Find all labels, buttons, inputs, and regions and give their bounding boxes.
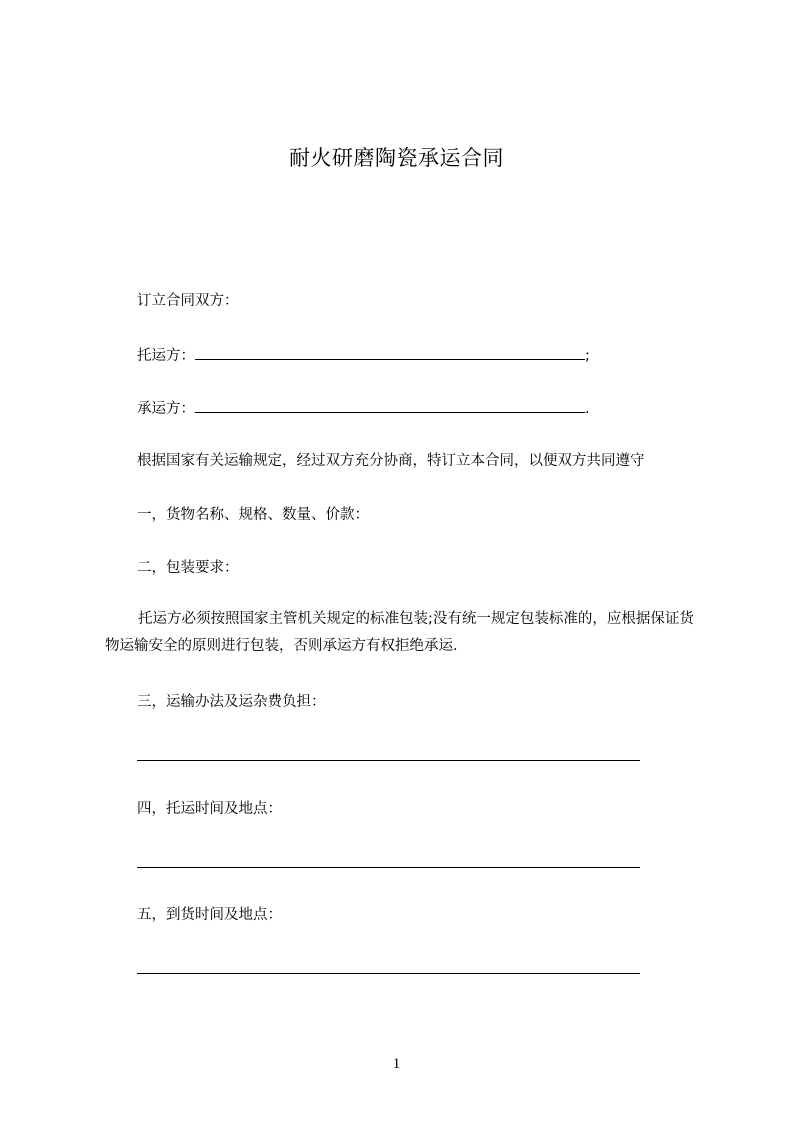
section-3-heading: 三，运输办法及运杂费负担： [137,694,326,710]
carrier-blank [195,399,585,413]
section-3-blank-line [137,760,640,761]
document-title: 耐火研磨陶瓷承运合同 [289,146,504,170]
section-1-heading: 一，货物名称、规格、数量、价款： [137,507,369,523]
section-5-heading: 五，到货时间及地点： [137,907,282,923]
shipper-blank [195,346,585,360]
section-4-heading: 四，托运时间及地点： [137,801,282,817]
carrier-label: 承运方： [137,401,195,417]
parties-intro: 订立合同双方： [137,293,239,309]
section-5-blank-line [137,973,640,974]
page-number: 1 [392,1056,401,1072]
section-2-body [105,606,705,660]
section-2-heading: 二，包装要求： [137,560,239,576]
carrier-line [137,399,590,418]
preamble: 根据国家有关运输规定，经过双方充分协商，特订立本合同，以便双方共同遵守 [137,453,645,469]
section-4-blank-line [137,867,640,868]
carrier-end: . [585,401,590,417]
shipper-line [137,346,590,365]
section-2-body-text: 托运方必须按照国家主管机关规定的标准包装;没有统一规定包装标准的，应根据保证货物运输安全的原则进行包装，否则承运方有权拒绝承运. [105,611,694,654]
shipper-label: 托运方： [137,348,195,364]
shipper-end: ; [585,348,590,364]
